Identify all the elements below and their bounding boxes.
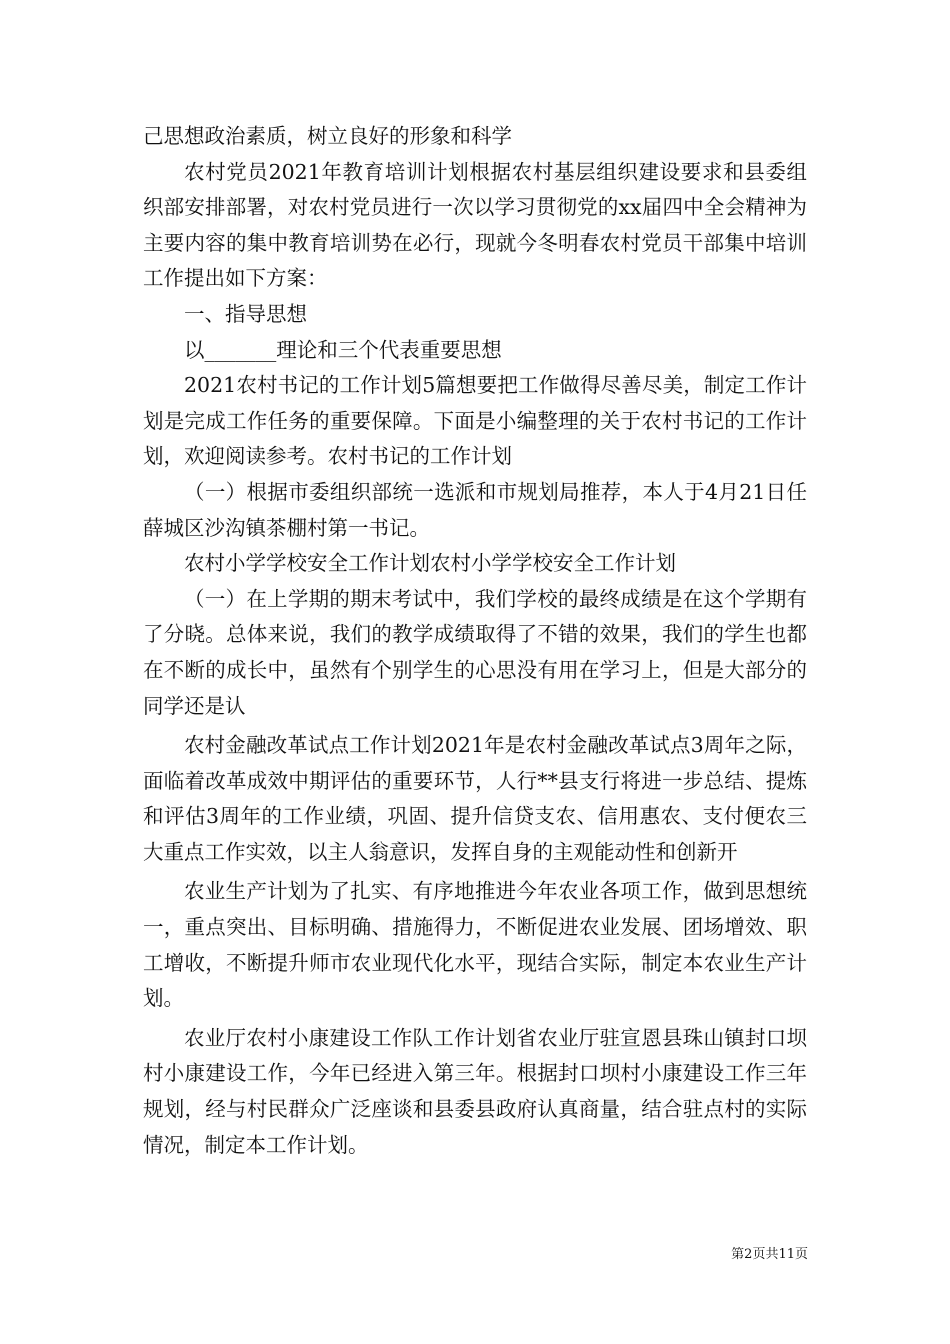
paragraph-agriculture-production: 农业生产计划为了扎实、有序地推进今年农业各项工作，做到思想统一，重点突出、目标明确、措施得力，不断促进农业发展、团场增效、职工增收，不断提升师市农业现代化水平，现结合实际，制定本农业生产计划。 xyxy=(143,879,807,1011)
paragraph-finance-reform: 农村金融改革试点工作计划2021年是农村金融改革试点3周年之际，面临着改革成效中期评估的重要环节，人行**县支行将进一步总结、提炼和评估3周年的工作业绩，巩固、提升信贷支农、信用惠农、支付便农三大重点工作实效，以主人翁意识，发挥自身的主观能动性和创新开 xyxy=(143,733,807,864)
paragraph-exam-results: （一）在上学期的期末考试中，我们学校的最终成绩是在这个学期有了分晓。总体来说，我们的教学成绩取得了不错的效果，我们的学生也都在不断的成长中，虽然有个别学生的心思没有用在学习上，但是大部分的同学还是认 xyxy=(143,586,807,718)
paragraph-school-safety-title: 农村小学学校安全工作计划农村小学学校安全工作计划 xyxy=(184,551,676,576)
page-number-footer xyxy=(731,1247,808,1263)
paragraph-xiaokang-construction: 农业厅农村小康建设工作队工作计划省农业厅驻宣恩县珠山镇封口坝村小康建设工作，今年已经进入第三年。根据封口坝村小康建设工作三年规划，经与村民群众广泛座谈和县委县政府认真商量，结合驻点村的实际情况，制定本工作计划。 xyxy=(143,1025,807,1157)
paragraph-appointment: （一）根据市委组织部统一选派和市规划局推荐，本人于4月21日任薛城区沙沟镇茶棚村第一书记。 xyxy=(143,479,807,540)
section-heading-guiding-thought: 一、指导思想 xyxy=(184,301,307,326)
document-body xyxy=(143,119,807,1163)
paragraph-continuation: 己思想政治素质，树立良好的形象和科学 xyxy=(143,124,512,148)
page-number-label: 第2页共11页 xyxy=(731,1247,808,1262)
paragraph-party-training-plan: 农村党员2021年教育培训计划根据农村基层组织建设要求和县委组织部安排部署，对农村党员进行一次以学习贯彻党的xx届四中全会精神为主要内容的集中教育培训势在必行，现就今冬明春农村党员干部集中培训工作提出如下方案： xyxy=(143,159,807,291)
paragraph-village-secretary-plan: 2021农村书记的工作计划5篇想要把工作做得尽善尽美，制定工作计划是完成工作任务的重要保障。下面是小编整理的关于农村书记的工作计划，欢迎阅读参考。农村书记的工作计划 xyxy=(143,373,807,469)
paragraph-theory: 以_______理论和三个代表重要思想 xyxy=(184,337,502,362)
